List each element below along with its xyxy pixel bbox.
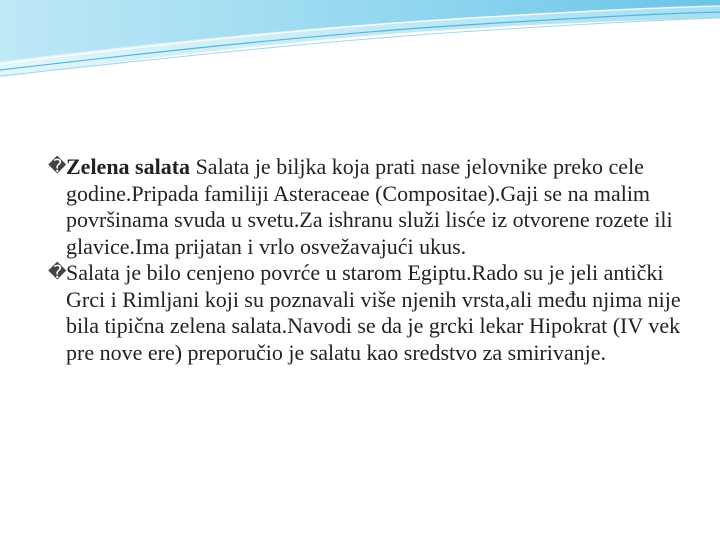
bullet-icon: � (48, 156, 67, 177)
header-wave-decoration (0, 0, 720, 90)
bullet-icon: � (48, 262, 67, 283)
paragraph-1 (48, 154, 688, 260)
paragraph-text: Salata je bilo cenjeno povrće u starom Egiptu.Rado su je jeli antički Grci i Rimljani koji su poznavali više njenih vrsta,ali među njima nije bila tipična zelena salata.Navodi se da je grcki lekar Hipokrat (IV vek pre nove ere) preporučio je salatu kao sredstvo za smirivanje. (66, 260, 681, 365)
paragraph-lead: Zelena salata (66, 154, 191, 179)
paragraph-2 (48, 260, 688, 366)
paragraph-text: Salata je biljka koja prati nase jelovnike preko cele godine.Pripada familiji Asteraceae (Compositae).Gaji se na malim površinama svuda u svetu.Za ishranu služi lisće iz otvorene rozete ili glavice.Ima prijatan i vrlo osvežavajući ukus. (66, 154, 673, 259)
text-content (48, 154, 688, 366)
